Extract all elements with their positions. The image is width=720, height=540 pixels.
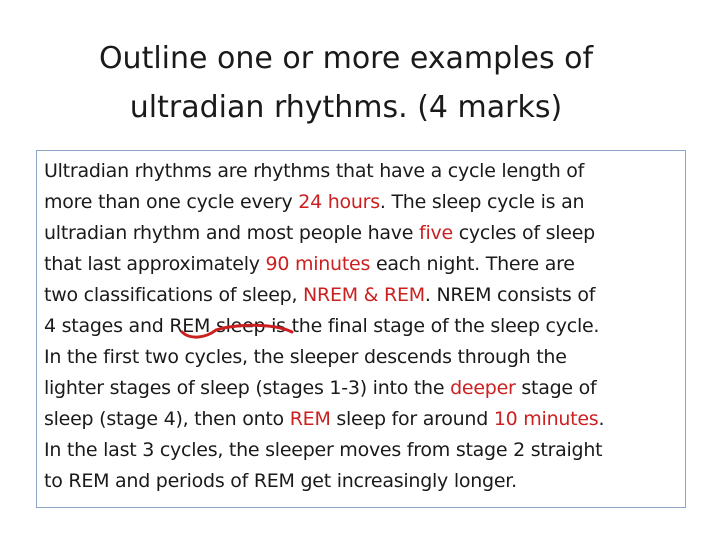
answer-text-run: In the first two cycles, the sleeper descends through the (44, 346, 567, 368)
answer-text-run: to REM and periods of REM get increasingly longer. (44, 470, 517, 492)
answer-text-run: that last approximately (44, 253, 266, 275)
answer-text-run: In the last 3 cycles, the sleeper moves from stage 2 straight (44, 439, 603, 461)
answer-line-6 (44, 311, 686, 342)
answer-text-run: . (598, 408, 605, 430)
answer-text-run: cycles of sleep (452, 222, 595, 244)
answer-text-run: Ultradian rhythms are rhythms that have a cycle length of (44, 160, 585, 182)
highlight-90-minutes: 90 minutes (265, 253, 371, 275)
answer-line-1 (44, 156, 686, 187)
answer-text-run: each night. There are (370, 253, 575, 275)
highlight-10-minutes: 10 minutes (493, 408, 599, 430)
answer-text-run: more than one cycle every (44, 191, 299, 213)
highlight-rem: REM (289, 408, 331, 430)
answer-line-7 (44, 342, 686, 373)
answer-line-8 (44, 373, 686, 404)
highlight-24-hours: 24 hours (298, 191, 380, 213)
answer-text-run: lighter stages of sleep (stages 1-3) into the (44, 377, 451, 399)
answer-text-run: sleep (stage 4), then onto (44, 408, 290, 430)
answer-text-run: stage of (515, 377, 597, 399)
answer-text-run: . NREM consists of (424, 284, 596, 306)
title-line-1: Outline one or more examples of (98, 41, 594, 76)
answer-line-2 (44, 187, 686, 218)
answer-line-3 (44, 218, 686, 249)
slide-title (40, 34, 652, 132)
answer-line-4 (44, 249, 686, 280)
answer-line-9 (44, 404, 686, 435)
answer-text-run: two classifications of sleep, (44, 284, 304, 306)
rem-sleep-underline-mark (178, 318, 298, 340)
highlight-deeper: deeper (450, 377, 516, 399)
highlight-nrem-rem: NREM & REM (303, 284, 425, 306)
answer-line-10 (44, 435, 686, 466)
answer-text-run: sleep for around (330, 408, 494, 430)
answer-text-run: . The sleep cycle is an (379, 191, 585, 213)
highlight-five: five (419, 222, 453, 244)
answer-text-run: ultradian rhythm and most people have (44, 222, 419, 244)
answer-line-5 (44, 280, 686, 311)
title-line-2: ultradian rhythms. (4 marks) (129, 90, 563, 125)
answer-text (44, 156, 686, 497)
answer-text-run: 4 stages and REM sleep is the final stage of the sleep cycle. (44, 315, 600, 337)
answer-line-11 (44, 466, 686, 497)
